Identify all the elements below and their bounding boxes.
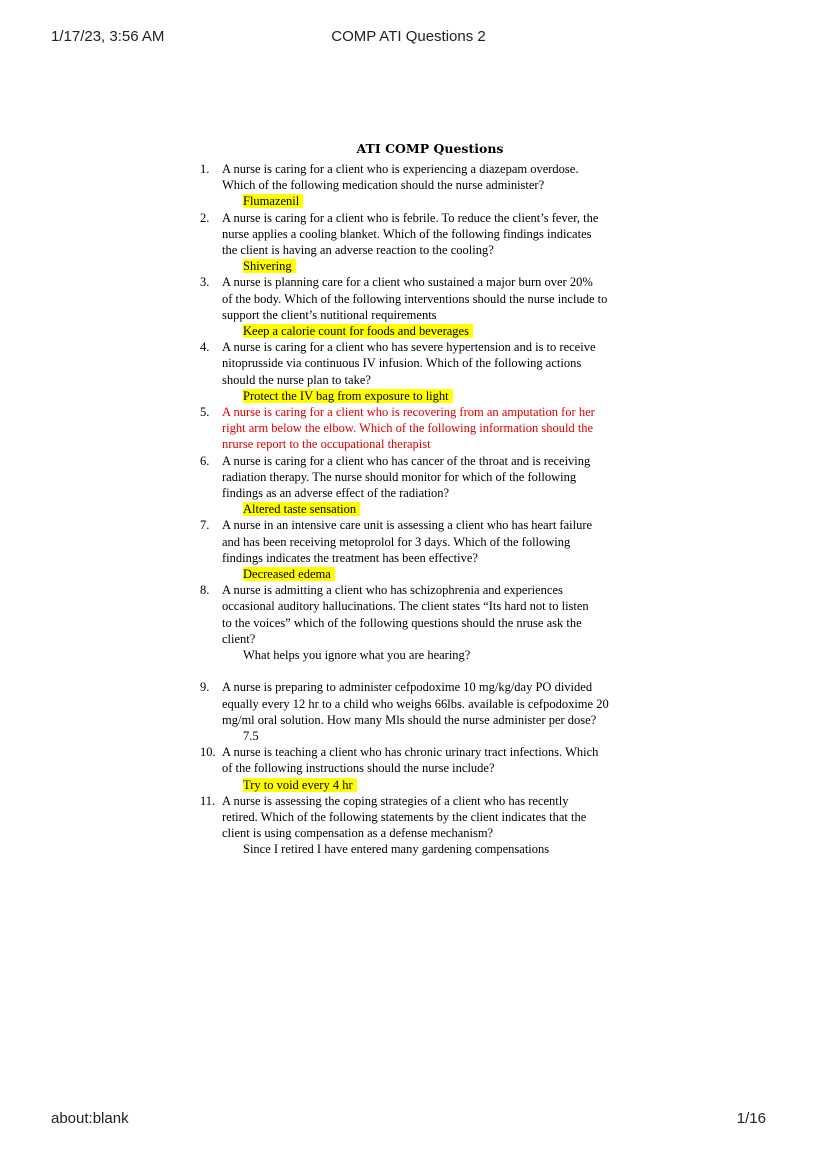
question-number: 9. [200, 680, 210, 695]
question-line: A nurse is preparing to administer cefpodoxime 10 mg/kg/day PO divided [222, 680, 593, 695]
question-line: A nurse is caring for a client who is febrile. To reduce the client’s fever, the [222, 210, 599, 225]
question-line: A nurse is teaching a client who has chronic urinary tract infections. Which [222, 745, 599, 760]
question-item [200, 404, 660, 453]
answer-line [222, 258, 660, 274]
question-item [200, 274, 660, 339]
print-header-datetime: 1/17/23, 3:56 AM [51, 28, 165, 45]
question-line: to the voices” which of the following questions should the nruse ask the [222, 615, 582, 630]
document-title: ATI COMP Questions [356, 141, 504, 156]
question-line: A nurse is caring for a client who has severe hypertension and is to receive [222, 340, 596, 355]
highlighted-answer: Altered taste sensation [243, 502, 360, 516]
question-line: right arm below the elbow. Which of the following information should the [222, 421, 594, 436]
question-item [200, 339, 660, 404]
question-line: findings indicates the treatment has been effective? [222, 550, 478, 565]
question-number: 7. [200, 518, 210, 533]
question-line: client is using compensation as a defense mechanism? [222, 826, 494, 841]
question-line: client? [222, 631, 256, 646]
question-item [200, 161, 660, 210]
highlighted-answer: Protect the IV bag from exposure to light [243, 389, 453, 403]
question-line: findings as an adverse effect of the radiation? [222, 486, 450, 501]
question-number: 4. [200, 340, 210, 355]
question-line: the client is having an adverse reaction to the cooling? [222, 243, 494, 258]
question-item [200, 517, 660, 582]
question-line: occasional auditory hallucinations. The client states “Its hard not to listen [222, 599, 589, 614]
answer-line [222, 388, 660, 404]
highlighted-answer: Shivering [243, 259, 296, 273]
question-line: A nurse is caring for a client who has cancer of the throat and is receiving [222, 453, 591, 468]
question-line: nitoprusside via continuous IV infusion. Which of the following actions [222, 356, 582, 371]
highlighted-answer: Decreased edema [243, 567, 335, 581]
answer-line: Since I retired I have entered many gardening compensations [243, 842, 550, 857]
question-item [200, 679, 660, 744]
question-line: retired. Which of the following statements by the client indicates that the [222, 809, 587, 824]
question-line: A nurse is caring for a client who is experiencing a diazepam overdose. [222, 162, 579, 176]
question-number: 1. [200, 162, 210, 176]
question-line: mg/ml oral solution. How many Mls should the nurse administer per dose? [222, 712, 597, 727]
blank-line [200, 663, 660, 679]
question-line: support the client’s nutitional requirements [222, 307, 437, 322]
print-footer-page-number: 1/16 [736, 1110, 766, 1127]
question-line: A nurse is caring for a client who is recovering from an amputation for her [222, 405, 595, 420]
question-line: A nurse is planning care for a client who sustained a major burn over 20% [222, 275, 593, 290]
answer-line [222, 323, 660, 339]
question-item [200, 210, 660, 275]
question-number: 11. [200, 793, 216, 808]
question-number: 2. [200, 210, 210, 225]
answer-line: 7.5 [243, 728, 259, 743]
question-number: 6. [200, 453, 210, 468]
question-item [200, 793, 660, 858]
print-header-title: COMP ATI Questions 2 [331, 28, 486, 45]
print-footer-url: about:blank [51, 1110, 129, 1127]
highlighted-answer: Try to void every 4 hr [243, 778, 357, 792]
answer-line [222, 777, 660, 793]
question-line: of the body. Which of the following interventions should the nurse include to [222, 291, 608, 306]
question-line: nurse applies a cooling blanket. Which of the following findings indicates [222, 226, 592, 241]
highlighted-answer: Flumazenil [243, 194, 303, 208]
question-number: 3. [200, 275, 210, 290]
question-line: equally every 12 hr to a child who weighs 66lbs. available is cefpodoxime 20 [222, 696, 609, 711]
question-number: 10. [200, 745, 216, 760]
answer-line [222, 501, 660, 517]
question-line: of the following instructions should the nurse include? [222, 761, 495, 776]
question-item [200, 582, 660, 663]
question-item [200, 744, 660, 793]
question-item [200, 453, 660, 518]
document-body [200, 141, 660, 858]
question-line: A nurse in an intensive care unit is assessing a client who has heart failure [222, 518, 593, 533]
question-line: A nurse is admitting a client who has schizophrenia and experiences [222, 583, 563, 598]
answer-line [222, 566, 660, 582]
question-line: radiation therapy. The nurse should monitor for which of the following [222, 469, 577, 484]
highlighted-answer: Keep a calorie count for foods and beverages [243, 324, 473, 338]
question-number: 5. [200, 405, 210, 420]
question-line: should the nurse plan to take? [222, 372, 371, 387]
answer-line [222, 193, 660, 209]
question-line: and has been receiving metoprolol for 3 days. Which of the following [222, 534, 571, 549]
question-number: 8. [200, 583, 210, 598]
question-line: nrurse report to the occupational therapist [222, 437, 431, 452]
answer-line: What helps you ignore what you are hearing? [243, 648, 471, 663]
question-line: Which of the following medication should the nurse administer? [222, 178, 545, 193]
question-line: A nurse is assessing the coping strategies of a client who has recently [222, 793, 569, 808]
